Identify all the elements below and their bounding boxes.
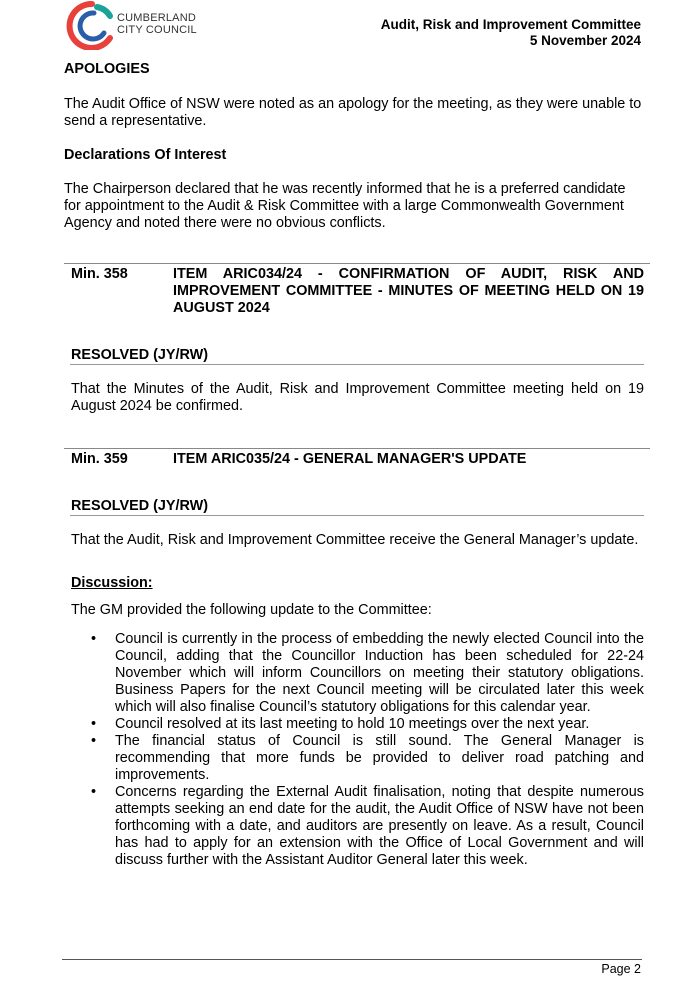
- minute-title: ITEM ARIC034/24 - CONFIRMATION OF AUDIT, RISK AND IMPROVEMENT COMMITTEE - MINUTES OF MEETING HELD ON 19 AUGUST 2024: [173, 266, 644, 316]
- logo-line2: CITY COUNCIL: [117, 24, 197, 36]
- minute-title: ITEM ARIC035/24 - GENERAL MANAGER'S UPDATE: [173, 451, 527, 467]
- apologies-heading: APOLOGIES: [64, 61, 150, 77]
- list-item: [71, 716, 644, 733]
- committee-name: Audit, Risk and Improvement Committee: [380, 17, 641, 32]
- divider: [64, 263, 650, 264]
- page-number: Page 2: [601, 962, 641, 976]
- minute-number: Min. 359: [71, 451, 128, 467]
- bullet-icon: •: [91, 733, 97, 749]
- list-item: [71, 631, 644, 716]
- bullet-icon: •: [91, 784, 97, 800]
- divider: [64, 448, 650, 449]
- bullet-icon: •: [91, 631, 97, 647]
- list-item-text: Concerns regarding the External Audit finalisation, noting that despite numerous attempts seeking an end date for the audit, the Audit Office of NSW have not been forthcoming with a date, and auditors are presently on leave. As a result, Council has had to apply for an extension with the Office of Local Government and will discuss further with the Assistant Auditor General later this week.: [115, 784, 644, 868]
- list-item-text: Council is currently in the process of embedding the newly elected Council into the Council, adding that the Councillor Induction has been scheduled for 22-24 November which will inform Councillors on meeting their statutory obligations. Business Papers for the next Council meeting will be circulated later this week which will also finalise Council’s statutory obligations for this calendar year.: [115, 631, 644, 715]
- logo-line1: CUMBERLAND: [117, 12, 197, 24]
- resolved-label: RESOLVED (JY/RW): [71, 347, 208, 363]
- meeting-date: 5 November 2024: [529, 33, 641, 48]
- header-meta: [381, 17, 641, 49]
- resolved-label: RESOLVED (JY/RW): [71, 498, 208, 514]
- declarations-heading: Declarations Of Interest: [64, 147, 227, 163]
- resolution-text: That the Minutes of the Audit, Risk and Improvement Committee meeting held on 19 August 2024 be confirmed.: [71, 381, 644, 414]
- divider: [70, 364, 644, 365]
- resolution-text: That the Audit, Risk and Improvement Committee receive the General Manager’s update.: [71, 532, 639, 548]
- list-item: [71, 733, 644, 784]
- list-item-text: Council resolved at its last meeting to hold 10 meetings over the next year.: [115, 716, 590, 732]
- list-item-text: The financial status of Council is still sound. The General Manager is recommending that more funds be provided to deliver road patching and improvements.: [115, 733, 644, 783]
- minute-number: Min. 358: [71, 266, 128, 282]
- discussion-heading: Discussion:: [71, 575, 153, 591]
- footer-divider: [62, 959, 642, 960]
- discussion-intro: The GM provided the following update to the Committee:: [71, 602, 432, 618]
- divider: [70, 515, 644, 516]
- logo-text: [117, 12, 197, 36]
- bullet-icon: •: [91, 716, 97, 732]
- discussion-list: [71, 631, 644, 869]
- declarations-text: The Chairperson declared that he was recently informed that he is a preferred candidate for appointment to the Audit & Risk Committee with a large Commonwealth Government Agency and noted there were no obvious conflicts.: [64, 181, 626, 231]
- list-item: [71, 784, 644, 869]
- apologies-text: The Audit Office of NSW were noted as an apology for the meeting, as they were unable to send a representative.: [64, 96, 642, 129]
